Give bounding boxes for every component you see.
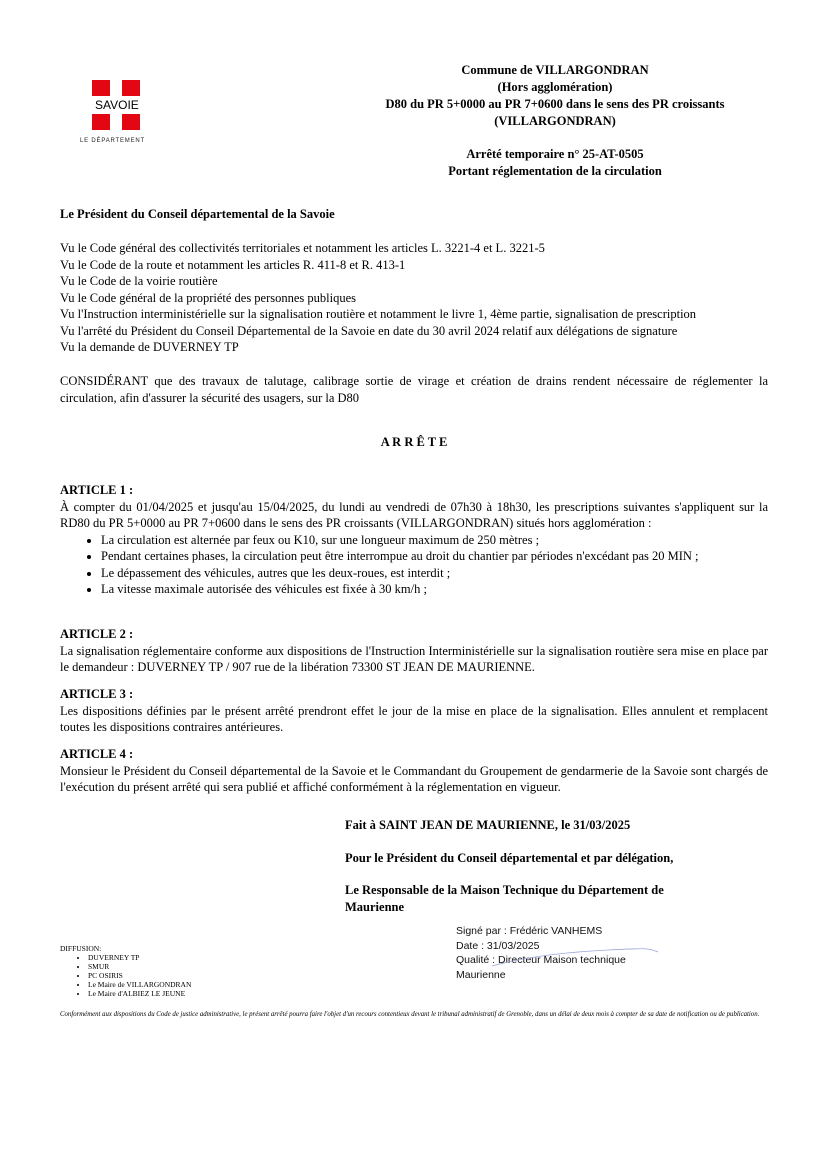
considerant: CONSIDÉRANT que des travaux de talutage, calibrage sortie de virage et création de drains rendent nécessaire de réglementer la circulation, afin d'assurer la sécurité des usagers, sur la D80 (60, 374, 768, 405)
list-item: • PC OSIRIS (88, 971, 320, 980)
article-title: ARTICLE 1 : (60, 483, 134, 497)
list-item: • Le Maire de VILLARGONDRAN (88, 980, 320, 989)
list-item: • La circulation est alternée par feux ou K10, sur une longueur maximum de 250 mètres ; (101, 532, 768, 549)
delegation: Pour le Président du Conseil départemental et par délégation, (345, 851, 674, 865)
list-item: • DUVERNEY TP (88, 953, 320, 962)
arrete-title (330, 146, 780, 180)
fait-a: Fait à SAINT JEAN DE MAURIENNE, le 31/03/2025 (345, 818, 631, 832)
header-line: D80 du PR 5+0000 au PR 7+0600 dans le sens des PR croissants (385, 97, 725, 111)
article-text: À compter du 01/04/2025 et jusqu'au 15/04/2025, du lundi au vendredi de 07h30 à 18h30, les prescriptions suivantes s'appliquent sur la RD80 du PR 5+0000 au PR 7+0600 dans le sens des PR croissants (VILLARGONDRAN) situés hors agglomération : (60, 499, 768, 530)
article-2 (60, 626, 768, 676)
header-line: (Hors agglomération) (497, 80, 613, 94)
president-title: Le Président du Conseil départemental de la Savoie (60, 207, 335, 221)
vu-line: Vu le Code de la voirie routière (60, 274, 218, 288)
signature-date: Date : 31/03/2025 (456, 939, 540, 952)
vu-line: Vu l'arrêté du Président du Conseil Départemental de la Savoie en date du 30 avril 2024 relatif aux délégations de signature (60, 323, 678, 338)
logo-square-br (122, 114, 140, 130)
responsable: Le Responsable de la Maison Technique du Département de Maurienne (345, 883, 664, 914)
vu-line: Vu le Code de la route et notamment les articles R. 411-8 et R. 413-1 (60, 257, 406, 272)
article-text: La signalisation réglementaire conforme aux dispositions de l'Instruction Interministérielle sur la signalisation routière sera mise en place par le demandeur : DUVERNEY TP / 907 rue de la libération 73300 ST JEAN DE MAURIENNE. (60, 643, 768, 674)
vu-line: Vu le Code général des collectivités territoriales et notamment les articles L. 3221-4 et L. 3221-5 (60, 241, 545, 255)
article-text: Monsieur le Président du Conseil départemental de la Savoie et le Commandant du Groupement de gendarmerie de la Savoie sont chargés de l'exécution du présent arrêté qui sera publié et affiché conformément à la réglementation en vigueur. (60, 763, 768, 794)
logo-subtitle: LE DÉPARTEMENT (80, 138, 145, 144)
logo-square-tr (122, 80, 140, 96)
list-item: • Le dépassement des véhicules, autres que les deux-roues, est interdit ; (101, 565, 768, 582)
logo-square-bl (92, 114, 110, 130)
vu-line: Vu le Code général de la propriété des personnes publiques (60, 290, 357, 305)
diffusion (60, 944, 320, 998)
article-text: Les dispositions définies par le présent arrêté prendront effet le jour de la mise en place de la signalisation. Elles annulent et remplacent toutes les dispositions contraires antérieures. (60, 703, 768, 734)
article-title: ARTICLE 2 : (60, 627, 134, 641)
logo-name: SAVOIE (95, 98, 139, 112)
list-item: • La vitesse maximale autorisée des véhicules est fixée à 30 km/h ; (101, 581, 768, 598)
article-title: ARTICLE 3 : (60, 687, 134, 701)
signature-quality: Qualité : Directeur Maison technique Maurienne (456, 954, 626, 981)
vu-line: Vu l'Instruction interministérielle sur la signalisation routière et notamment le livre 1, 4ème partie, signalisation de prescription (60, 307, 697, 321)
article-3 (60, 686, 768, 736)
vu-list (60, 240, 768, 356)
savoie-logo (80, 80, 158, 148)
legal-footer-note: Conformément aux dispositions du Code de justice administrative, le présent arrêté pourra faire l'objet d'un recours contentieux devant le tribunal administratif de Grenoble, dans un délai de deux mois à compter de sa date de notification ou de publication. (60, 1011, 760, 1018)
list-item: • SMUR (88, 962, 320, 971)
diffusion-list (60, 953, 320, 998)
signature-flourish (488, 942, 663, 972)
vu-line: Vu la demande de DUVERNEY TP (60, 340, 239, 354)
article-title: ARTICLE 4 : (60, 747, 134, 761)
article-bullets (60, 532, 768, 598)
logo-square-tl (92, 80, 110, 96)
header-line: Commune de VILLARGONDRAN (461, 63, 649, 77)
header-line: (VILLARGONDRAN) (494, 114, 616, 128)
diffusion-label: DIFFUSION: (60, 944, 102, 953)
arrete-subject: Portant réglementation de la circulation (448, 164, 662, 178)
list-item: • Pendant certaines phases, la circulation peut être interrompue au droit du chantier par périodes n'excédant pas 20 MIN ; (101, 548, 768, 565)
article-1 (60, 482, 768, 598)
article-4 (60, 746, 768, 796)
arrete-number: Arrêté temporaire n° 25-AT-0505 (466, 147, 644, 161)
document-header (330, 62, 780, 130)
list-item: • Le Maire d'ALBIEZ LE JEUNE (88, 989, 320, 998)
arrete-heading: A R R Ê T E (380, 435, 448, 449)
signed-by: Signé par : Frédéric VANHEMS (456, 925, 603, 937)
